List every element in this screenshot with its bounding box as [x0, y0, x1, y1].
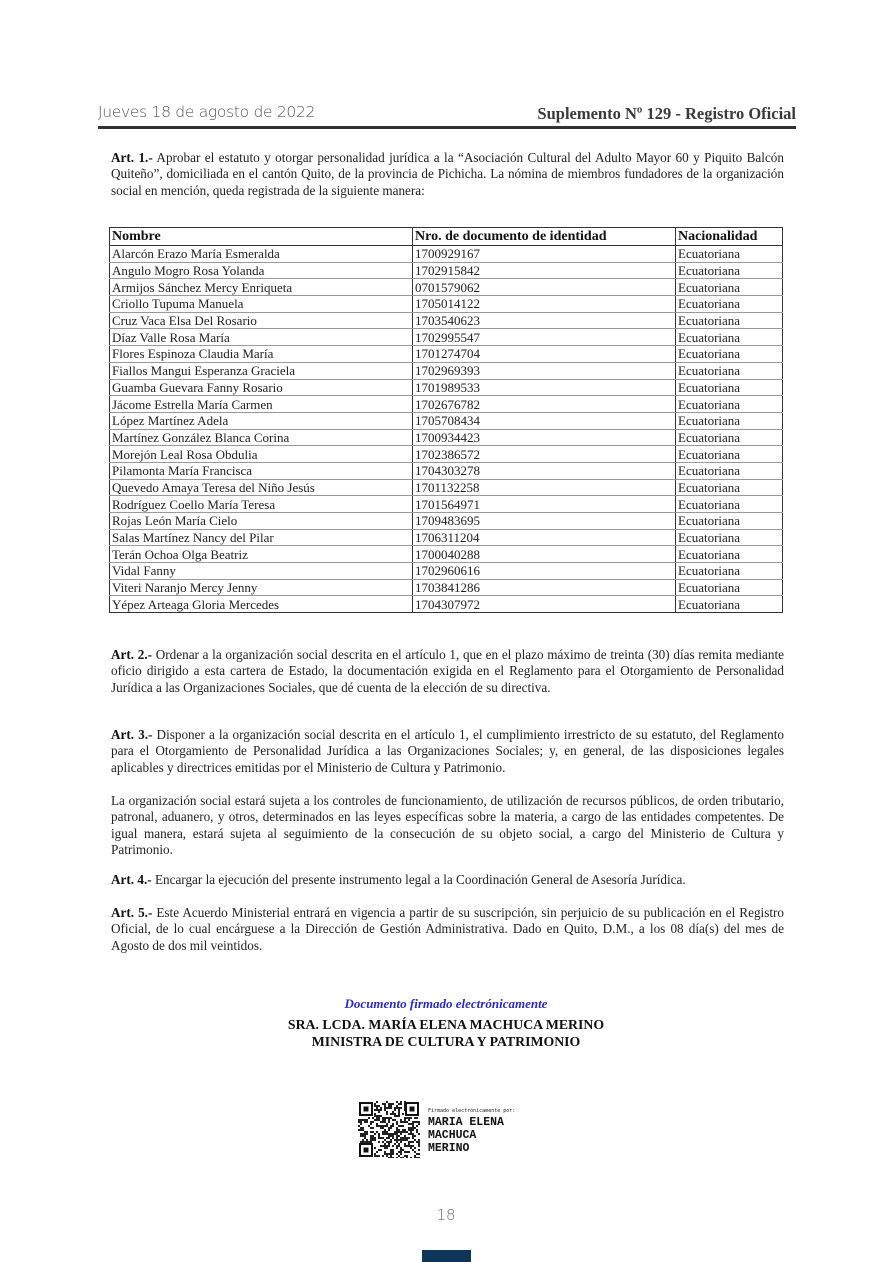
article-1 [111, 150, 784, 199]
signer-title: MINISTRA DE CULTURA Y PATRIMONIO [311, 1034, 581, 1049]
header-publication: Suplemento Nº 129 - Registro Oficial [537, 104, 796, 123]
cell-name: Viteri Naranjo Mercy Jenny [110, 579, 413, 596]
cell-name: Quevedo Amaya Teresa del Niño Jesús [110, 479, 413, 496]
cell-name: Díaz Valle Rosa María [110, 329, 413, 346]
cell-id-number: 1709483695 [413, 513, 676, 530]
cell-name: Fiallos Mangui Esperanza Graciela [110, 362, 413, 379]
article-3-label: Art. 3.- [111, 727, 153, 742]
header-date: Jueves 18 de agosto de 2022 [98, 103, 316, 121]
cell-id-number: 1706311204 [413, 529, 676, 546]
electronic-signature-note: Documento firmado electrónicamente [344, 996, 548, 1011]
cell-name: Criollo Tupuma Manuela [110, 296, 413, 313]
table-row [110, 312, 783, 329]
cell-nationality: Ecuatoriana [676, 412, 783, 429]
cell-nationality: Ecuatoriana [676, 513, 783, 530]
table-row [110, 379, 783, 396]
qr-code-icon [358, 1101, 420, 1158]
cell-id-number: 1700934423 [413, 429, 676, 446]
signer-name: SRA. LCDA. MARÍA ELENA MACHUCA MERINO [287, 1017, 605, 1032]
cell-name: Armijos Sánchez Mercy Enriqueta [110, 279, 413, 296]
table-row [110, 346, 783, 363]
cell-nationality: Ecuatoriana [676, 479, 783, 496]
cell-id-number: 1705014122 [413, 296, 676, 313]
cell-nationality: Ecuatoriana [676, 429, 783, 446]
cell-name: Yépez Arteaga Gloria Mercedes [110, 596, 413, 613]
cell-id-number: 1704307972 [413, 596, 676, 613]
cell-id-number: 1701989533 [413, 379, 676, 396]
page-number: 18 [436, 1206, 456, 1224]
cell-name: Vidal Fanny [110, 563, 413, 580]
cell-nationality: Ecuatoriana [676, 446, 783, 463]
table-row [110, 513, 783, 530]
article-4 [111, 872, 784, 888]
article-1-text: Aprobar el estatuto y otorgar personalidad jurídica a la “Asociación Cultural del Adulto Mayor 60 y Piquito Balcón Quiteño”, domiciliada en el cantón Quito, de la provincia de Pichicha. La nómina de miembros fundadores de la organización social en mención, queda registrada de la siguiente manera: [111, 150, 784, 198]
stamp-name [428, 1116, 504, 1155]
cell-nationality: Ecuatoriana [676, 396, 783, 413]
cell-nationality: Ecuatoriana [676, 329, 783, 346]
article-5 [111, 905, 784, 954]
table-row [110, 329, 783, 346]
header-divider [98, 126, 796, 129]
table-row [110, 479, 783, 496]
stamp-name-line: MACHUCA [428, 1129, 477, 1142]
column-header-name: Nombre [110, 228, 413, 246]
article-3 [111, 727, 784, 776]
article-5-label: Art. 5.- [111, 905, 153, 920]
article-1-label: Art. 1.- [111, 150, 153, 165]
cell-nationality: Ecuatoriana [676, 246, 783, 263]
cell-name: Morejón Leal Rosa Obdulia [110, 446, 413, 463]
cell-name: Angulo Mogro Rosa Yolanda [110, 262, 413, 279]
cell-name: Rodríguez Coello María Teresa [110, 496, 413, 513]
table-row [110, 446, 783, 463]
table-row [110, 262, 783, 279]
cell-id-number: 0701579062 [413, 279, 676, 296]
cell-name: Rojas León María Cielo [110, 513, 413, 530]
cell-id-number: 1701564971 [413, 496, 676, 513]
article-4-text: Encargar la ejecución del presente instrumento legal a la Coordinación General de Asesoría Jurídica. [151, 872, 686, 887]
cell-nationality: Ecuatoriana [676, 496, 783, 513]
article-3-text: Disponer a la organización social descrita en el artículo 1, el cumplimiento irrestricto de su estatuto, del Reglamento para el Otorgamiento de Personalidad Jurídica a las Organizaciones Sociales; y, en general, de las disposiciones legales aplicables y directrices emitidas por el Ministerio de Cultura y Patrimonio. [111, 727, 784, 775]
cell-id-number: 1703841286 [413, 579, 676, 596]
page-header [98, 103, 796, 127]
cell-id-number: 1700040288 [413, 546, 676, 563]
table-row [110, 563, 783, 580]
cell-nationality: Ecuatoriana [676, 529, 783, 546]
cell-id-number: 1702960616 [413, 563, 676, 580]
cell-id-number: 1700929167 [413, 246, 676, 263]
members-table-body [110, 246, 783, 613]
cell-nationality: Ecuatoriana [676, 462, 783, 479]
cell-id-number: 1702915842 [413, 262, 676, 279]
stamp-caption: Firmado electrónicamente por: [428, 1108, 516, 1114]
members-table [109, 227, 783, 613]
cell-nationality: Ecuatoriana [676, 362, 783, 379]
table-header-row [110, 228, 783, 246]
column-header-id: Nro. de documento de identidad [413, 228, 676, 246]
table-row [110, 429, 783, 446]
cell-name: Cruz Vaca Elsa Del Rosario [110, 312, 413, 329]
article-2-text: Ordenar a la organización social descrita en el artículo 1, que en el plazo máximo de treinta (30) días remita mediante oficio dirigido a esta cartera de Estado, la documentación exigida en el Reglamento para el Otorgamiento de Personalidad Jurídica a las Organizaciones Sociales, que dé cuenta de la elección de su directiva. [111, 647, 784, 695]
footer-bar [422, 1250, 471, 1262]
cell-id-number: 1704303278 [413, 462, 676, 479]
cell-nationality: Ecuatoriana [676, 563, 783, 580]
cell-nationality: Ecuatoriana [676, 262, 783, 279]
table-row [110, 412, 783, 429]
cell-name: López Martínez Adela [110, 412, 413, 429]
table-row [110, 596, 783, 613]
table-row [110, 529, 783, 546]
cell-name: Flores Espinoza Claudia María [110, 346, 413, 363]
cell-id-number: 1701274704 [413, 346, 676, 363]
stamp-name-line: MERINO [428, 1142, 470, 1155]
cell-id-number: 1702386572 [413, 446, 676, 463]
cell-name: Martínez González Blanca Corina [110, 429, 413, 446]
cell-id-number: 1702676782 [413, 396, 676, 413]
cell-nationality: Ecuatoriana [676, 312, 783, 329]
table-row [110, 579, 783, 596]
table-row [110, 279, 783, 296]
table-row [110, 396, 783, 413]
cell-nationality: Ecuatoriana [676, 546, 783, 563]
cell-id-number: 1701132258 [413, 479, 676, 496]
cell-id-number: 1703540623 [413, 312, 676, 329]
article-2-label: Art. 2.- [111, 647, 153, 662]
table-row [110, 362, 783, 379]
cell-nationality: Ecuatoriana [676, 279, 783, 296]
cell-id-number: 1702969393 [413, 362, 676, 379]
controls-paragraph: La organización social estará sujeta a los controles de funcionamiento, de utilización de recursos públicos, de orden tributario, patronal, aduanero, y otros, determinados en las leyes específicas sobre la materia, a cargo de las entidades competentes. De igual manera, estará sujeta al seguimiento de la consecución de su objeto social, a cargo del Ministerio de Cultura y Patrimonio. [111, 793, 784, 857]
table-row [110, 462, 783, 479]
table-row [110, 546, 783, 563]
column-header-nationality: Nacionalidad [676, 228, 783, 246]
cell-name: Salas Martínez Nancy del Pilar [110, 529, 413, 546]
table-row [110, 496, 783, 513]
cell-id-number: 1705708434 [413, 412, 676, 429]
cell-nationality: Ecuatoriana [676, 579, 783, 596]
cell-name: Guamba Guevara Fanny Rosario [110, 379, 413, 396]
cell-nationality: Ecuatoriana [676, 296, 783, 313]
cell-nationality: Ecuatoriana [676, 346, 783, 363]
table-row [110, 296, 783, 313]
article-4-label: Art. 4.- [111, 872, 152, 887]
cell-name: Pilamonta María Francisca [110, 462, 413, 479]
cell-name: Terán Ochoa Olga Beatriz [110, 546, 413, 563]
article-2 [111, 647, 784, 696]
cell-name: Alarcón Erazo María Esmeralda [110, 246, 413, 263]
electronic-signature-stamp [358, 1101, 548, 1159]
article-5-text: Este Acuerdo Ministerial entrará en vigencia a partir de su suscripción, sin perjuicio de su publicación en el Registro Oficial, de lo cual encárguese a la Dirección de Gestión Administrativa. Dado en Quito, D.M., a los 08 día(s) del mes de Agosto de dos mil veintidos. [111, 905, 784, 953]
cell-name: Jácome Estrella María Carmen [110, 396, 413, 413]
cell-nationality: Ecuatoriana [676, 379, 783, 396]
stamp-name-line: MARIA ELENA [428, 1116, 504, 1129]
table-row [110, 246, 783, 263]
cell-nationality: Ecuatoriana [676, 596, 783, 613]
cell-id-number: 1702995547 [413, 329, 676, 346]
